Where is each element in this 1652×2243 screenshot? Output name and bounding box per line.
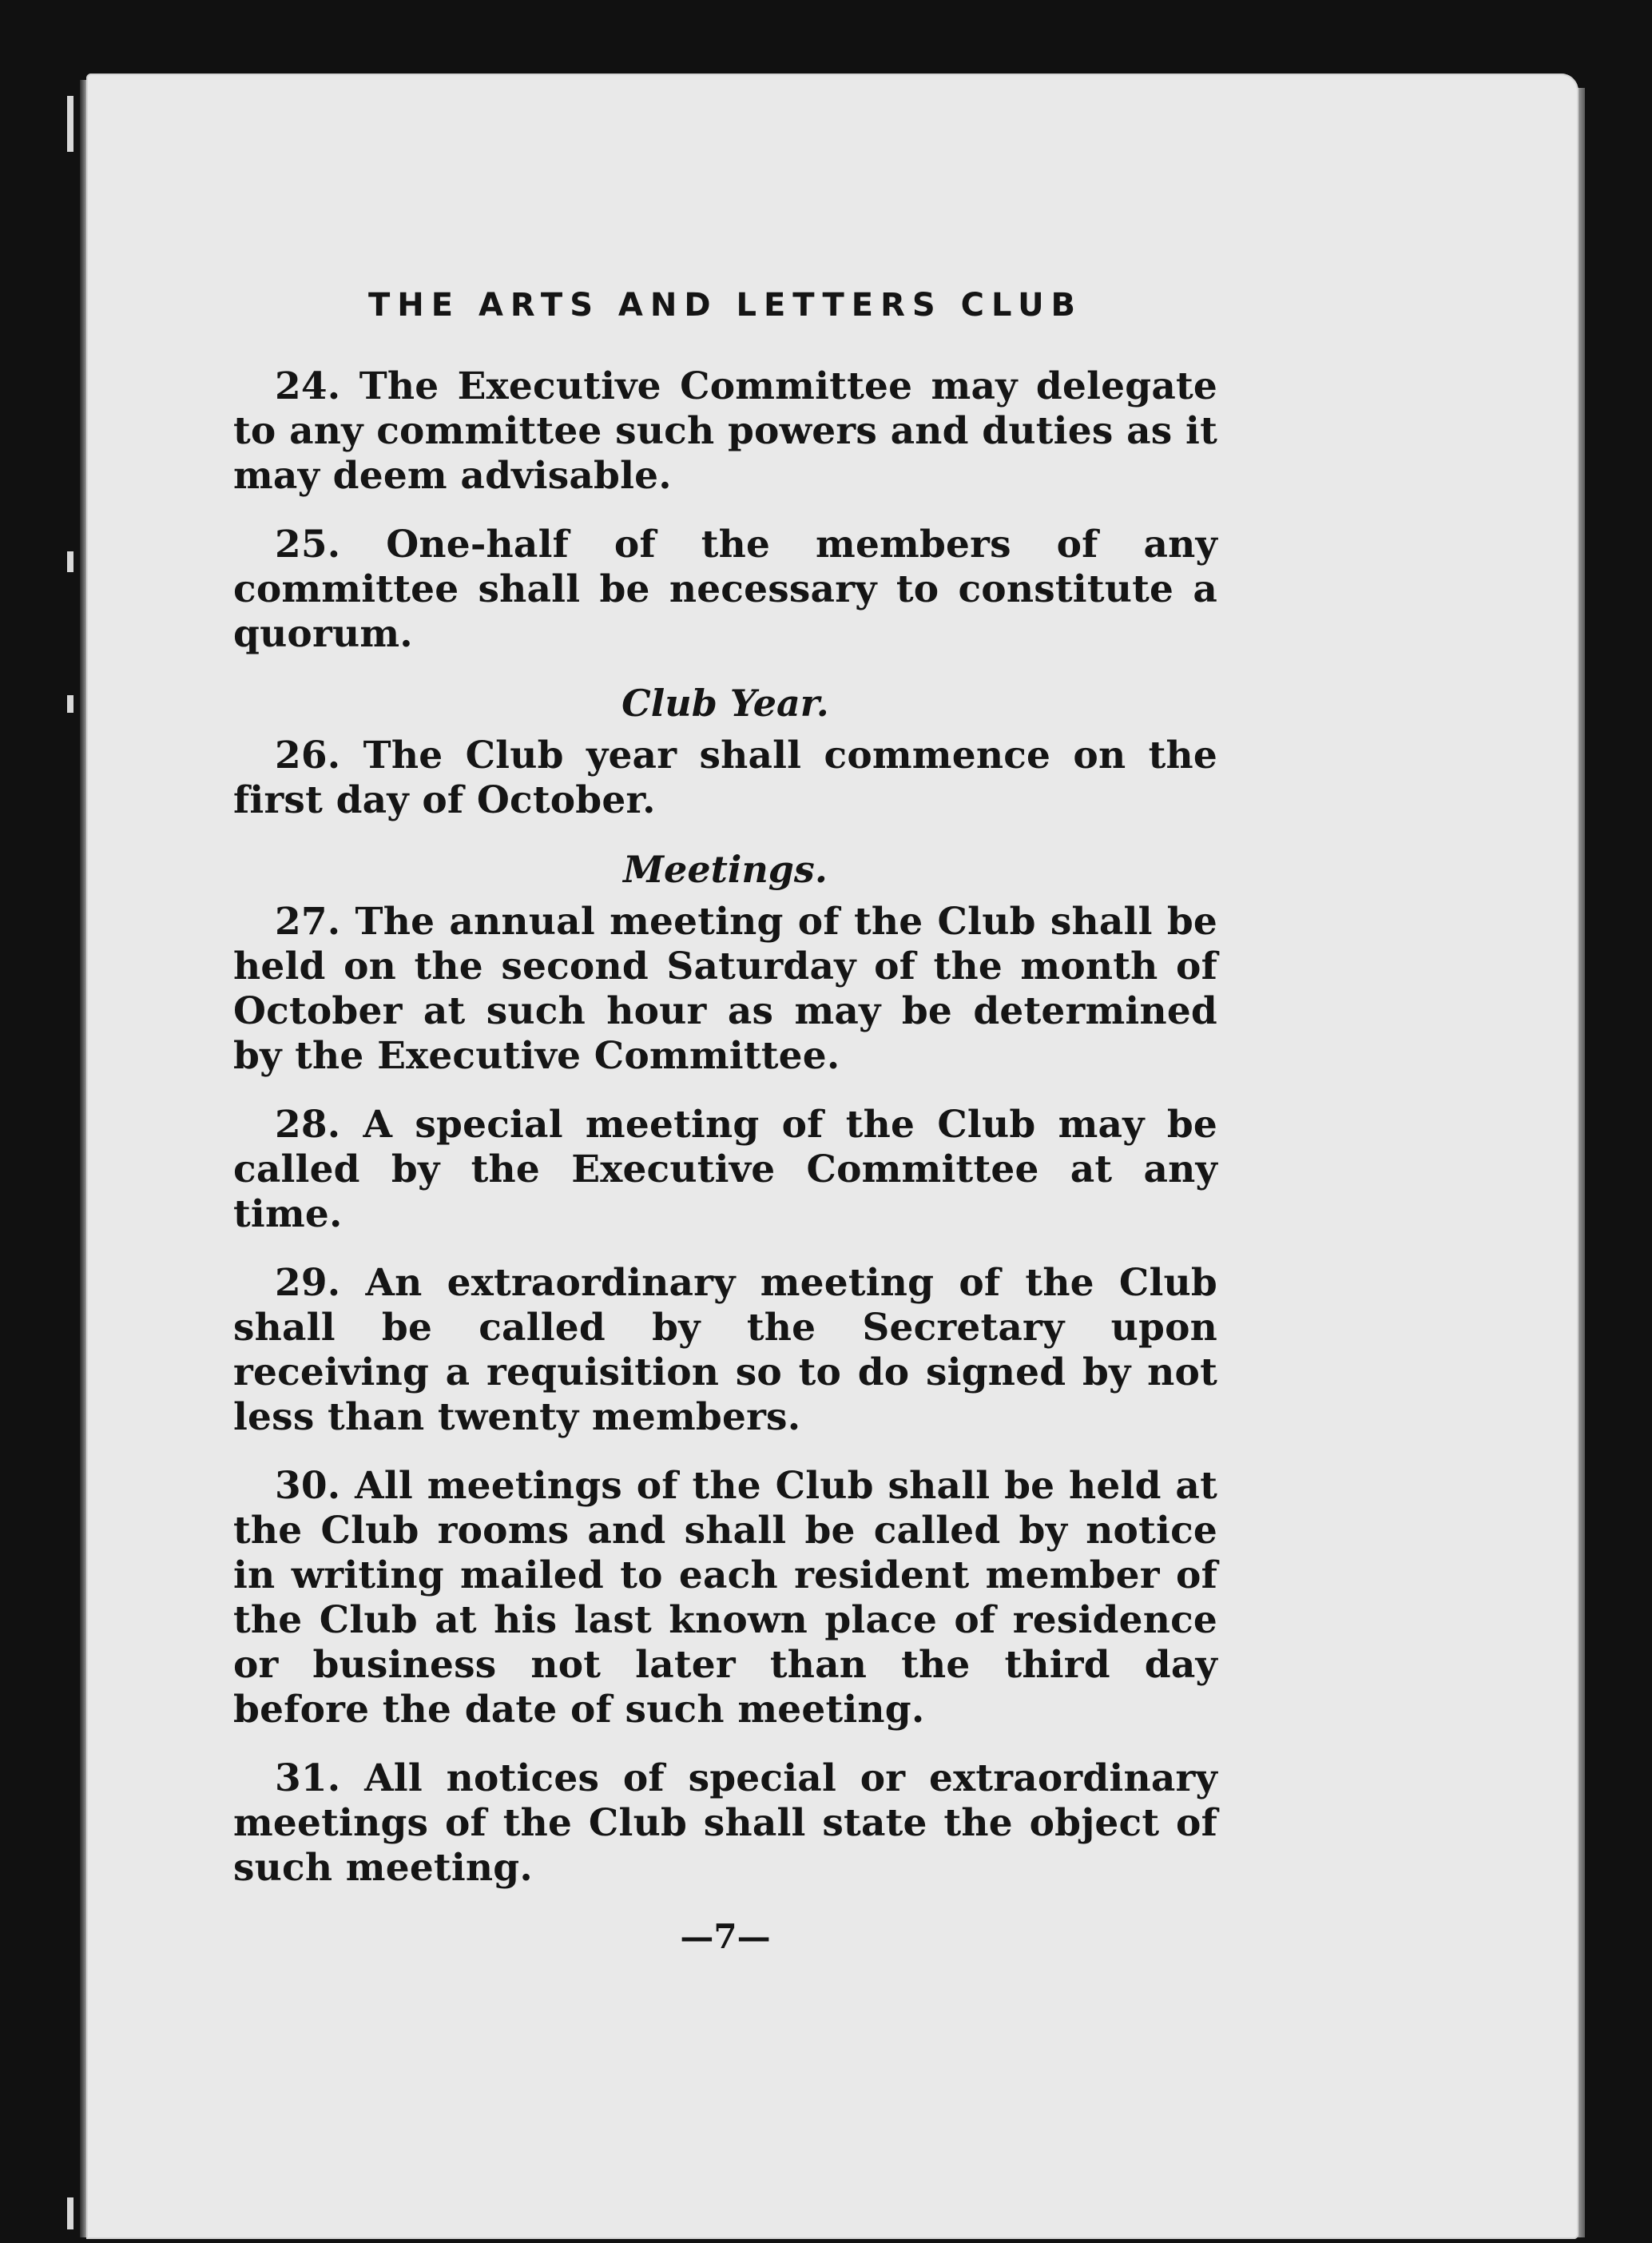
paragraph-27: 27. The annual meeting of the Club shall be held on the second Saturday of the month of October at such hour as may be determined by the Executive Committee. xyxy=(233,900,1217,1078)
paragraph-28: 28. A special meeting of the Club may be called by the Executive Committee at any time. xyxy=(233,1103,1217,1236)
margin-mark xyxy=(67,551,73,572)
paragraph-30: 30. All meetings of the Club shall be held at the Club rooms and shall be called by notice in writing mailed to each resident member of the Club at his last known place of residence or business not later than the third day before the date of such meeting. xyxy=(233,1464,1217,1732)
paragraph-31: 31. All notices of special or extraordinary meetings of the Club shall state the object of such meeting. xyxy=(233,1756,1217,1890)
page-content xyxy=(233,264,1217,1959)
section-heading-club-year: Club Year. xyxy=(621,682,829,725)
margin-mark xyxy=(67,96,73,152)
paragraph-26: 26. The Club year shall commence on the first day of October. xyxy=(233,734,1217,822)
page-number: —7— xyxy=(680,1917,771,1956)
margin-mark xyxy=(67,695,73,713)
paragraph-24: 24. The Executive Committee may delegate to any committee such powers and duties as it may deem advisable. xyxy=(233,364,1217,498)
paragraph-25: 25. One-half of the members of any committee shall be necessary to constitute a quorum. xyxy=(233,523,1217,656)
margin-mark xyxy=(67,2197,73,2229)
running-head: THE ARTS AND LETTERS CLUB xyxy=(367,287,1083,324)
section-heading-meetings: Meetings. xyxy=(623,848,828,891)
paragraph-29: 29. An extraordinary meeting of the Club shall be called by the Secretary upon receiving a requisition so to do signed by not less than twenty members. xyxy=(233,1261,1217,1439)
